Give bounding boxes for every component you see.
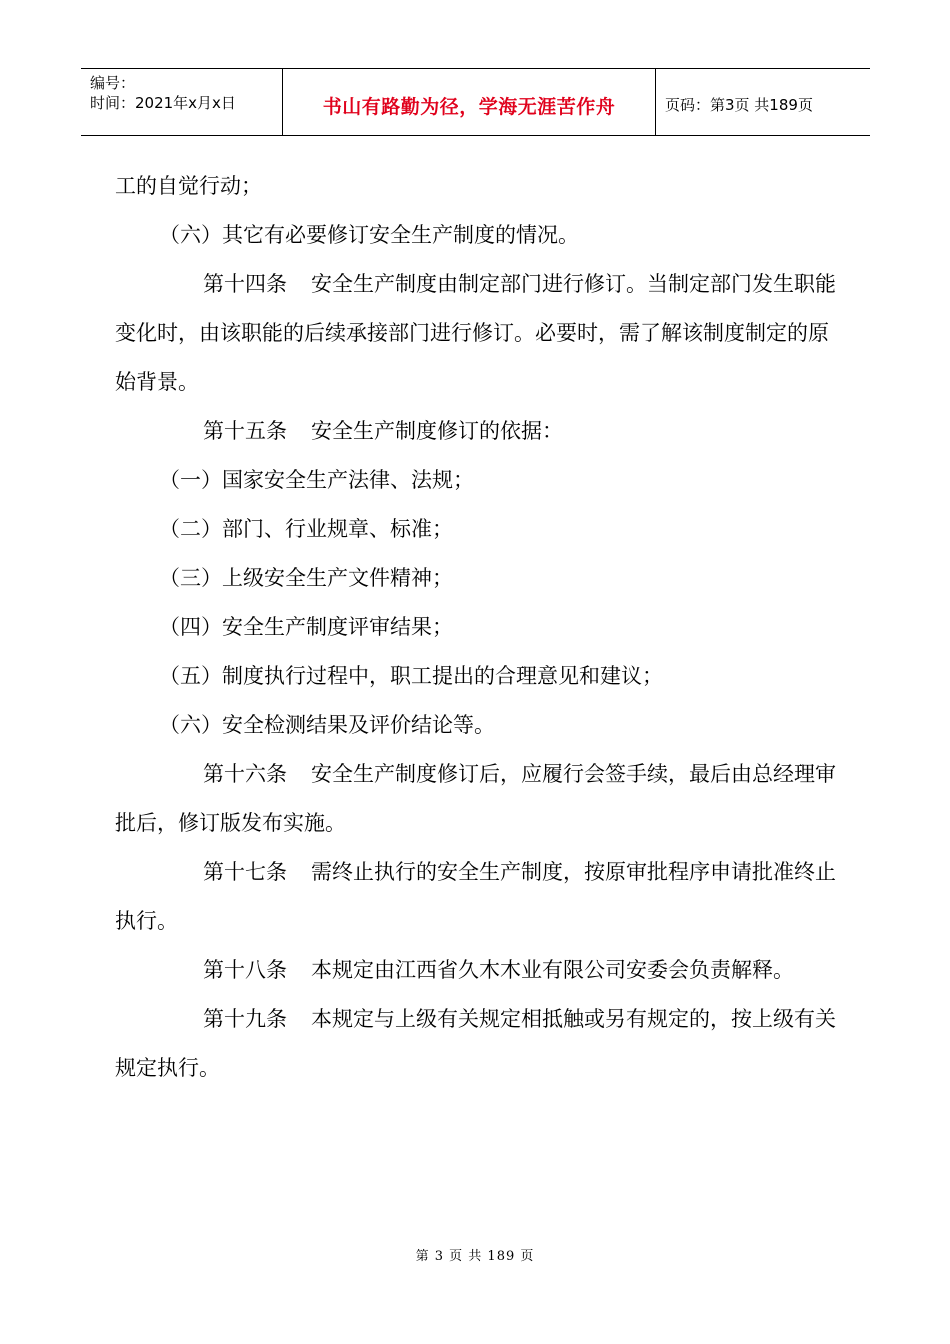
article-text: 本规定与上级有关规定相抵触或另有规定的，按上级有关规定执行。 [115,1007,836,1080]
article-text: 需终止执行的安全生产制度，按原审批程序申请批准终止执行。 [115,860,836,933]
list-item: （五）制度执行过程中，职工提出的合理意见和建议； [159,664,663,688]
page-header [81,68,870,136]
article-text: 安全生产制度修订后，应履行会签手续，最后由总经理审批后，修订版发布实施。 [115,762,836,835]
article-paragraph [115,995,837,1093]
list-item: （二）部门、行业规章、标准； [159,517,453,541]
article-number: 第十四条 [203,272,287,296]
article-number: 第十七条 [203,860,287,884]
header-meta [81,69,283,135]
document-time: 时间：2021年x月x日 [90,94,236,112]
article-text: 本规定由江西省久木木业有限公司安委会负责解释。 [311,958,794,982]
list-item: （三）上级安全生产文件精神； [159,566,453,590]
article-paragraph [115,407,837,456]
list-item: （六）安全检测结果及评价结论等。 [159,713,495,737]
header-motto: 书山有路勤为径，学海无涯苦作舟 [322,95,616,118]
article-number: 第十六条 [203,762,287,786]
article-text: 安全生产制度由制定部门进行修订。当制定部门发生职能变化时，由该职能的后续承接部门进行修订。必要时，需了解该制度制定的原始背景。 [115,272,836,394]
article-paragraph [115,260,837,407]
header-page-number: 页码：第3页 共189页 [665,95,813,114]
page-footer: 第 3 页 共 189 页 [415,1249,535,1264]
header-motto-cell [283,69,656,135]
paragraph: （六）其它有必要修订安全生产制度的情况。 [159,223,579,247]
article-paragraph [115,848,837,946]
header-page-cell [656,69,870,135]
article-number: 第十八条 [203,958,287,982]
article-paragraph [115,946,837,995]
document-number: 编号： [90,74,136,92]
list-item: （一）国家安全生产法律、法规； [159,468,474,492]
document-body [115,162,837,1093]
list-item: （四）安全生产制度评审结果； [159,615,453,639]
article-number: 第十五条 [203,419,287,443]
article-paragraph [115,750,837,848]
article-text: 安全生产制度修订的依据： [311,419,563,443]
paragraph: 工的自觉行动； [115,174,262,198]
article-number: 第十九条 [203,1007,287,1031]
